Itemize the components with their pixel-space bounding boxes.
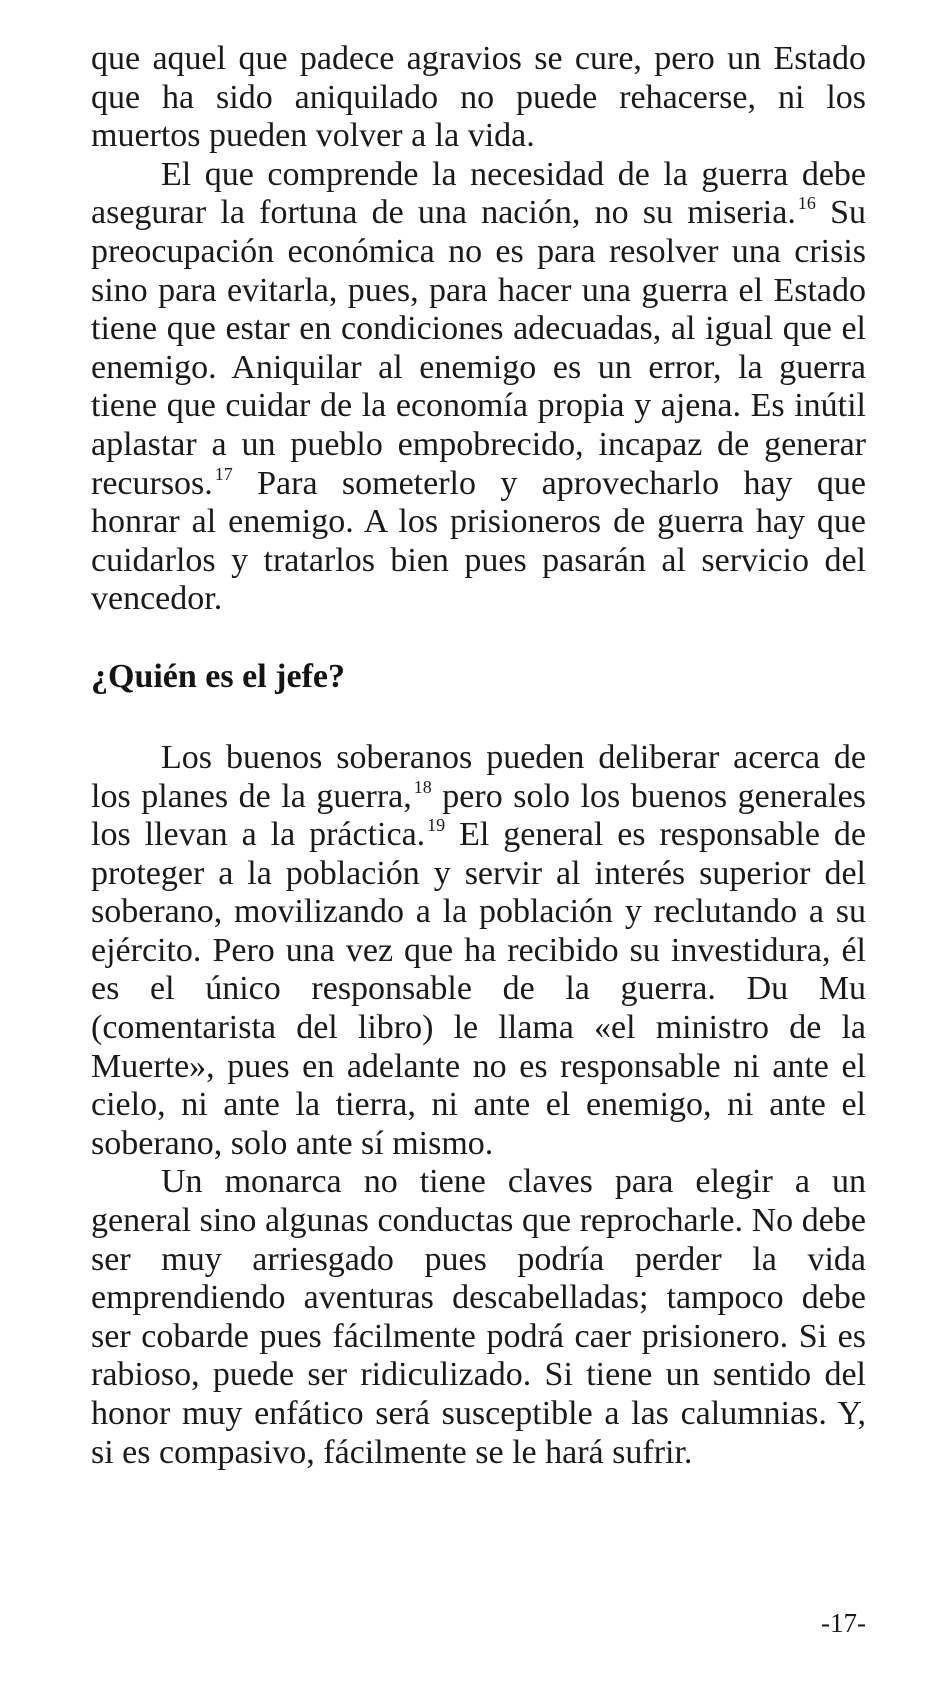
footnote-ref-19[interactable]: 19 [427, 815, 446, 836]
paragraph-1-text: que aquel que padece agravios se cure, pero un Estado que ha sido aniquilado no puede rehacerse, ni los muertos pueden volver a la vida. [91, 40, 866, 155]
paragraph-3 [91, 739, 866, 1164]
paragraph-3-text-a: Los buenos soberanos pueden deliberar acerca de los planes de la guerra, [91, 738, 866, 815]
paragraph-2 [91, 156, 866, 619]
paragraph-3-text-b: pero solo los buenos generales los llevan a la práctica. [91, 777, 866, 854]
footnote-ref-17[interactable]: 17 [214, 463, 233, 484]
paragraph-4-text: Un monarca no tiene claves para elegir a un general sino algunas conductas que reprocharle. No debe ser muy arriesgado pues podría perder la vida emprendiendo aventuras descabelladas; tampoco debe ser cobarde pues fácilmente podrá caer prisionero. Si es rabioso, puede ser ridiculizado. Si tiene un sentido del honor muy enfático será susceptible a las calumnias. Y, si es compasivo, fácilmente se le hará sufrir. [91, 1163, 866, 1471]
footnote-ref-16[interactable]: 16 [797, 193, 816, 214]
paragraph-3-text-c: El general es responsable de proteger a la población y servir al interés superior del soberano, movilizando a la población y reclutando a su ejército. Pero una vez que ha recibido su investidura, él es el único responsable de la guerra. Du Mu (comentarista del libro) le llama «el ministro de la Muerte», pues en adelante no es responsable ni ante el cielo, ni ante la tierra, ni ante el enemigo, ni ante el soberano, solo ante sí mismo. [91, 816, 866, 1162]
page-number: -17- [821, 1608, 866, 1638]
page-body [91, 40, 866, 1472]
paragraph-1 [91, 40, 866, 156]
paragraph-4 [91, 1163, 866, 1472]
footnote-ref-18[interactable]: 18 [413, 776, 432, 797]
paragraph-2-text-c: Para someterlo y aprovecharlo hay que honrar al enemigo. A los prisioneros de guerra hay que cuidarlos y tratarlos bien pues pasarán al servicio del vencedor. [91, 464, 866, 618]
section-heading: ¿Quién es el jefe? [91, 657, 345, 695]
paragraph-2-text-b: Su preocupación económica no es para resolver una crisis sino para evitarla, pues, para hacer una guerra el Estado tiene que estar en condiciones adecuadas, al igual que el enemigo. Aniquilar al enemigo es un error, la guerra tiene que cuidar de la economía propia y ajena. Es inútil aplastar a un pueblo empobrecido, incapaz de generar recursos. [91, 194, 866, 502]
paragraph-2-text-a: El que comprende la necesidad de la guerra debe asegurar la fortuna de una nación, no su miseria. [91, 155, 866, 232]
